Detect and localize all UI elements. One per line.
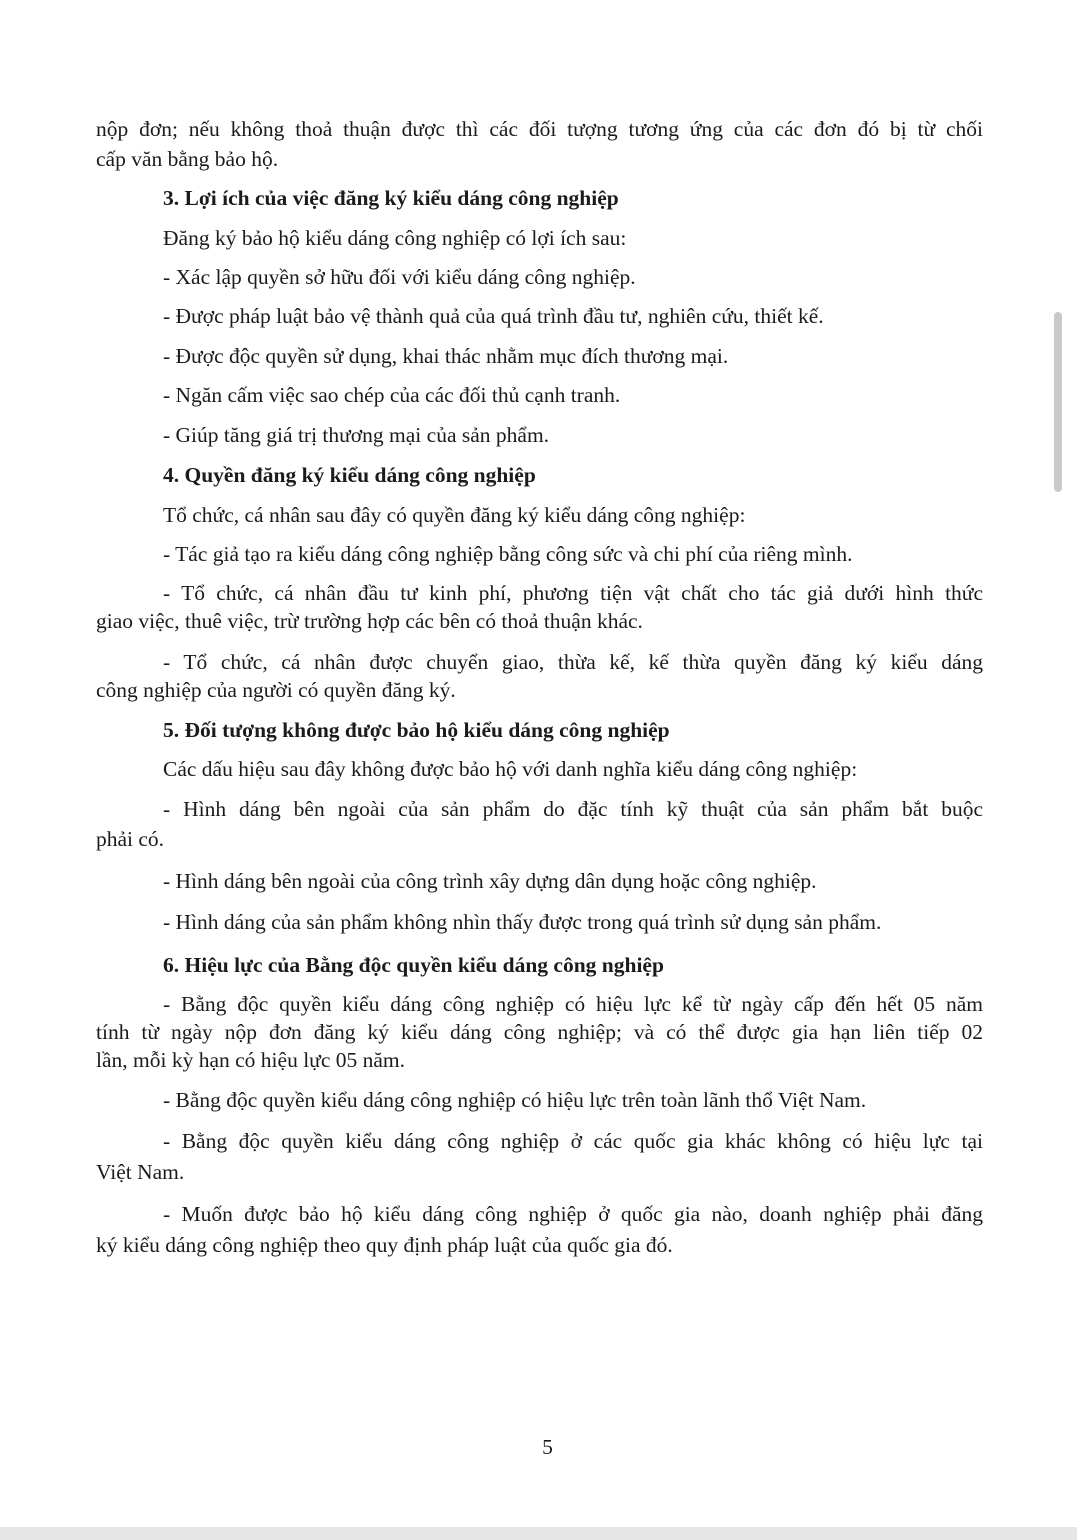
paragraph-lead: Đăng ký bảo hộ kiểu dáng công nghiệp có lợi ích sau: bbox=[163, 226, 627, 250]
list-item: - Bằng độc quyền kiểu dáng công nghiệp có hiệu lực trên toàn lãnh thổ Việt Nam. bbox=[163, 1088, 867, 1112]
section-heading: 5. Đối tượng không được bảo hộ kiểu dáng công nghiệp bbox=[163, 718, 670, 742]
list-item-continuation: phải có. bbox=[96, 827, 165, 851]
list-item-continuation: Việt Nam. bbox=[96, 1160, 185, 1184]
section-heading: 3. Lợi ích của việc đăng ký kiểu dáng công nghiệp bbox=[163, 186, 619, 210]
paragraph-line: nộp đơn; nếu không thoả thuận được thì các đối tượng tương ứng của các đơn đó bị từ chối bbox=[96, 117, 983, 141]
list-item: - Tác giả tạo ra kiểu dáng công nghiệp bằng công sức và chi phí của riêng mình. bbox=[163, 542, 853, 566]
list-item: - Bằng độc quyền kiểu dáng công nghiệp có hiệu lực kể từ ngày cấp đến hết 05 năm bbox=[163, 992, 983, 1016]
list-item: - Xác lập quyền sở hữu đối với kiểu dáng công nghiệp. bbox=[163, 265, 636, 289]
list-item: - Tổ chức, cá nhân đầu tư kinh phí, phương tiện vật chất cho tác giả dưới hình thức bbox=[163, 581, 983, 605]
section-heading: 4. Quyền đăng ký kiểu dáng công nghiệp bbox=[163, 463, 536, 487]
list-item: - Hình dáng bên ngoài của công trình xây dựng dân dụng hoặc công nghiệp. bbox=[163, 869, 817, 893]
list-item-continuation: ký kiểu dáng công nghiệp theo quy định pháp luật của quốc gia đó. bbox=[96, 1233, 673, 1257]
list-item-continuation: giao việc, thuê việc, trừ trường hợp các bên có thoả thuận khác. bbox=[96, 609, 643, 633]
paragraph-lead: Tổ chức, cá nhân sau đây có quyền đăng ký kiểu dáng công nghiệp: bbox=[163, 503, 746, 527]
list-item: - Hình dáng bên ngoài của sản phẩm do đặc tính kỹ thuật của sản phẩm bắt buộc bbox=[163, 797, 983, 821]
list-item: - Được độc quyền sử dụng, khai thác nhằm mục đích thương mại. bbox=[163, 344, 729, 368]
vertical-scrollbar-thumb[interactable] bbox=[1054, 312, 1062, 492]
list-item-continuation: tính từ ngày nộp đơn đăng ký kiểu dáng công nghiệp; và có thể được gia hạn liên tiếp 02 bbox=[96, 1020, 983, 1044]
list-item: - Giúp tăng giá trị thương mại của sản phẩm. bbox=[163, 423, 550, 447]
viewer-bottom-edge bbox=[0, 1527, 1077, 1540]
list-item-continuation: lần, mỗi kỳ hạn có hiệu lực 05 năm. bbox=[96, 1048, 405, 1072]
page-number: 5 bbox=[542, 1435, 553, 1459]
paragraph-line: cấp văn bằng bảo hộ. bbox=[96, 147, 279, 171]
section-heading: 6. Hiệu lực của Bằng độc quyền kiểu dáng công nghiệp bbox=[163, 953, 664, 977]
list-item: - Muốn được bảo hộ kiểu dáng công nghiệp ở quốc gia nào, doanh nghiệp phải đăng bbox=[163, 1202, 983, 1226]
paragraph-lead: Các dấu hiệu sau đây không được bảo hộ với danh nghĩa kiểu dáng công nghiệp: bbox=[163, 757, 858, 781]
list-item: - Tổ chức, cá nhân được chuyển giao, thừa kế, kế thừa quyền đăng ký kiểu dáng bbox=[163, 650, 983, 674]
list-item: - Được pháp luật bảo vệ thành quả của quá trình đầu tư, nghiên cứu, thiết kế. bbox=[163, 304, 824, 328]
list-item-continuation: công nghiệp của người có quyền đăng ký. bbox=[96, 678, 456, 702]
list-item: - Ngăn cấm việc sao chép của các đối thủ cạnh tranh. bbox=[163, 383, 621, 407]
list-item: - Bằng độc quyền kiểu dáng công nghiệp ở các quốc gia khác không có hiệu lực tại bbox=[163, 1129, 983, 1153]
list-item: - Hình dáng của sản phẩm không nhìn thấy được trong quá trình sử dụng sản phẩm. bbox=[163, 910, 882, 934]
